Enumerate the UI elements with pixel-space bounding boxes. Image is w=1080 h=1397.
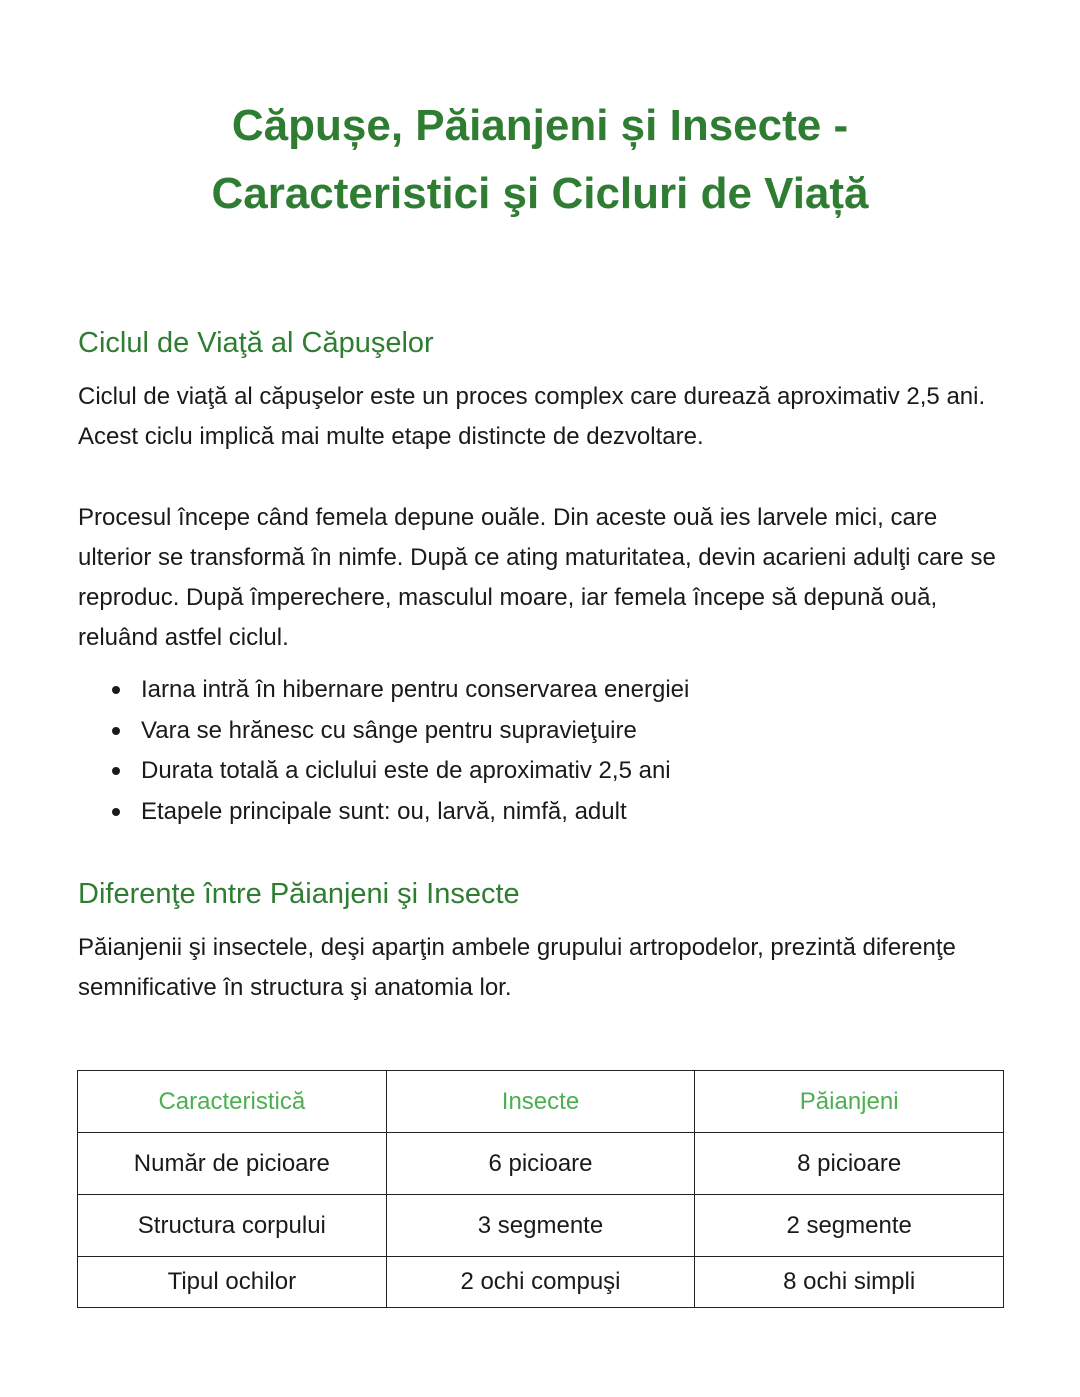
table-header-cell: Păianjeni <box>695 1071 1004 1133</box>
spiders-vs-insects-intro: Păianjenii şi insectele, deşi aparţin ambele grupului artropodelor, prezintă diferenţe semnificative în structura şi anatomia lor. <box>78 934 956 1001</box>
comparison-table <box>77 1070 1004 1308</box>
list-item <box>78 670 689 711</box>
list-item-text: Etapele principale sunt: ou, larvă, nimfă, adult <box>141 797 627 825</box>
table-cell: 2 ochi compuşi <box>386 1257 695 1308</box>
table-header-cell: Caracteristică <box>78 1071 387 1133</box>
table-header-row <box>78 1071 1004 1133</box>
tick-life-cycle-intro: Ciclul de viaţă al căpuşelor este un proces complex care durează aproximativ 2,5 ani. Acest ciclu implică mai multe etape distincte de dezvoltare. <box>78 383 986 450</box>
table-row <box>78 1133 1004 1195</box>
table-cell: 6 picioare <box>386 1133 695 1195</box>
table-cell: 8 ochi simpli <box>695 1257 1004 1308</box>
page-title-line-1: Căpușe, Păianjeni și Insecte - <box>231 101 849 150</box>
section-heading-tick-life-cycle: Ciclul de Viaţă al Căpuşelor <box>78 327 434 359</box>
bullet-icon <box>112 727 120 735</box>
bullet-icon <box>112 767 120 775</box>
list-item-text: Iarna intră în hibernare pentru conservarea energiei <box>141 676 690 703</box>
table-cell: Număr de picioare <box>78 1133 387 1195</box>
page-title <box>0 92 1080 228</box>
table-row <box>78 1257 1004 1308</box>
tick-facts-list <box>78 670 689 832</box>
table-cell: Tipul ochilor <box>78 1257 387 1308</box>
bullet-icon <box>112 686 120 694</box>
list-item <box>78 711 689 752</box>
table-cell: 8 picioare <box>695 1133 1004 1195</box>
table-cell: 3 segmente <box>386 1195 695 1257</box>
page-title-line-2: Caracteristici şi Cicluri de Viață <box>211 169 869 218</box>
table-cell: Structura corpului <box>78 1195 387 1257</box>
bullet-icon <box>112 808 120 816</box>
list-item <box>78 792 689 833</box>
tick-life-cycle-process: Procesul începe când femela depune ouăle. Din aceste ouă ies larvele mici, care ulterior se transformă în nimfe. După ce ating maturitatea, devin acarieni adulţi care se reproduc. După împerechere, masculul moare, iar femela începe să depună ouă, reluând astfel ciclul. <box>78 504 996 651</box>
list-item-text: Durata totală a ciclului este de aproximativ 2,5 ani <box>141 757 671 784</box>
list-item-text: Vara se hrănesc cu sânge pentru supravieţuire <box>141 716 637 744</box>
table-row <box>78 1195 1004 1257</box>
list-item <box>78 751 689 792</box>
table-header-cell: Insecte <box>386 1071 695 1133</box>
section-heading-spiders-vs-insects: Diferenţe între Păianjeni şi Insecte <box>78 878 520 910</box>
table-cell: 2 segmente <box>695 1195 1004 1257</box>
